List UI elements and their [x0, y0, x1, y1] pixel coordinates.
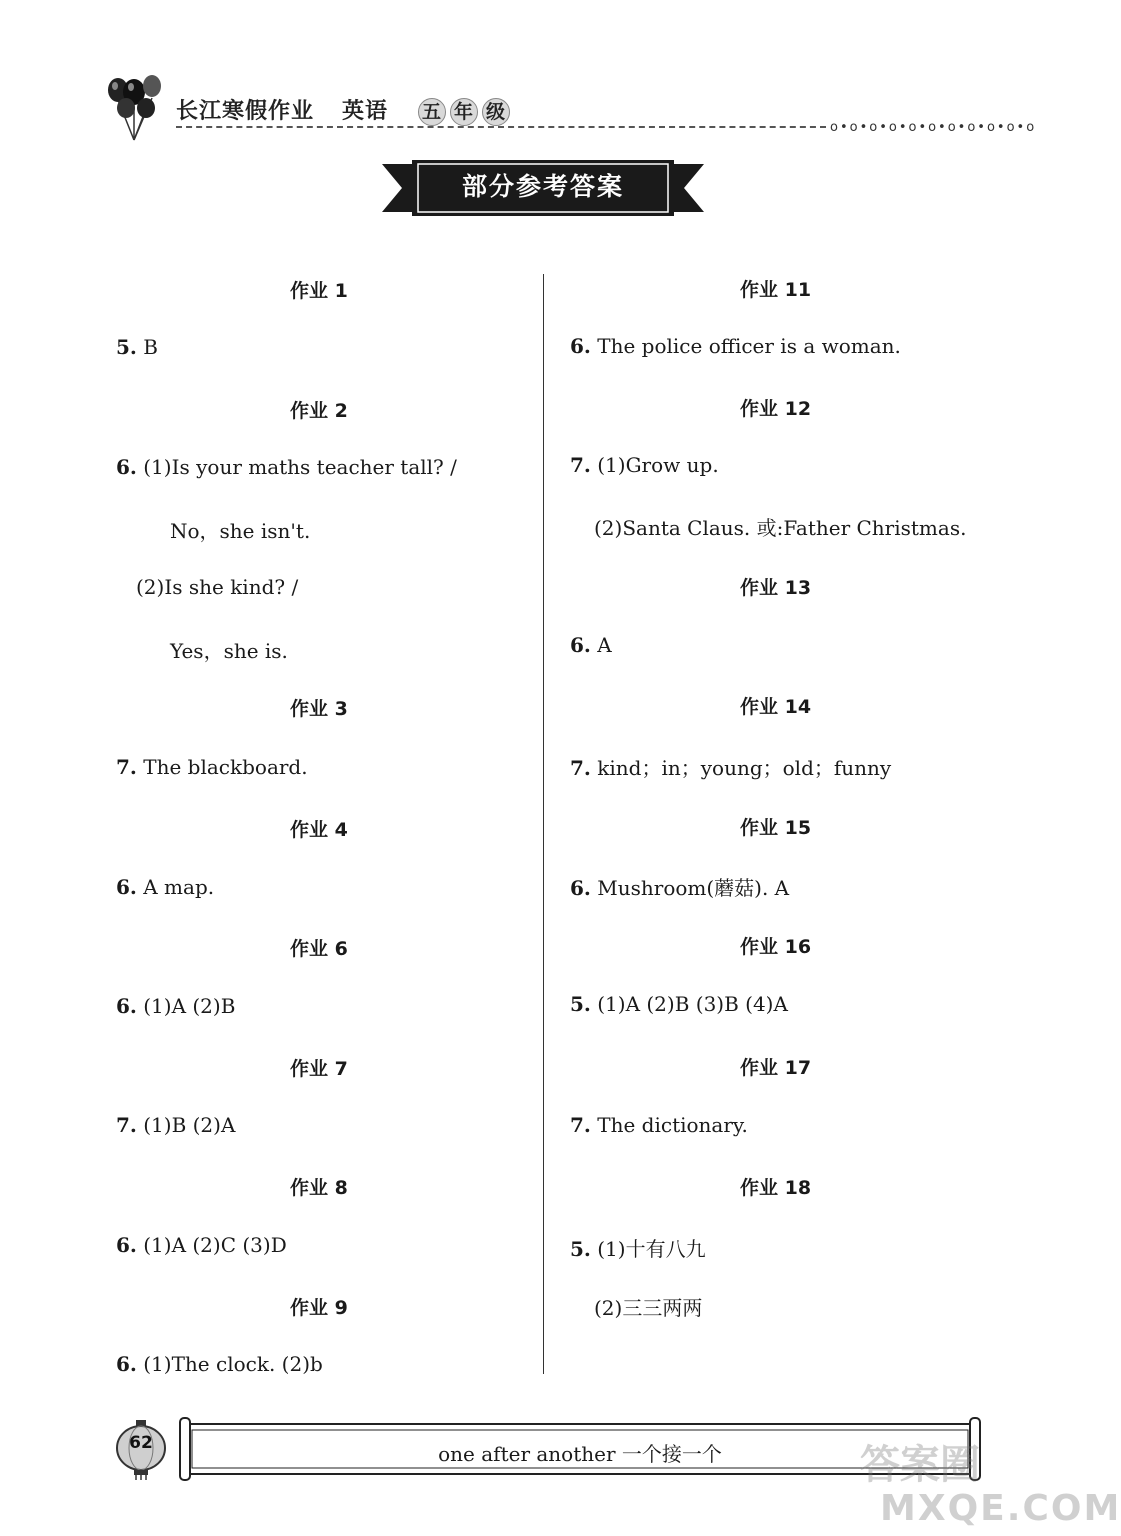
homework-heading-13: 作业 13	[740, 577, 812, 599]
header-dots: o•o•o•o•o•o•o•o•o•o•o	[830, 120, 1037, 135]
footer-phrase: one after another 一个接一个	[438, 1442, 722, 1466]
homework-heading-18: 作业 18	[740, 1177, 812, 1199]
homework-heading-3: 作业 3	[290, 698, 348, 720]
grade-label	[414, 98, 510, 126]
answer-line: 6. (1)A (2)C (3)D	[116, 1233, 287, 1257]
homework-heading-1: 作业 1	[290, 280, 348, 302]
header-dashed-rule	[176, 126, 826, 128]
answer-line: 5. B	[116, 335, 158, 359]
homework-heading-9: 作业 9	[290, 1297, 348, 1319]
banner-title: 部分参考答案	[461, 172, 624, 201]
watermark-url: MXQE.COM	[880, 1488, 1121, 1529]
answer-line: 7. kind；in；young；old；funny	[570, 756, 892, 780]
homework-heading-8: 作业 8	[290, 1177, 348, 1199]
answer-line: 6. A map.	[116, 875, 215, 899]
subject-label: 英语	[342, 99, 389, 124]
answer-line: 7. (1)B (2)A	[116, 1113, 236, 1137]
homework-heading-11: 作业 11	[740, 279, 812, 301]
answer-line: 7. The blackboard.	[116, 755, 308, 779]
answer-line: 6. Mushroom(蘑菇). A	[570, 876, 790, 900]
watermark-text: 答案圈	[860, 1442, 980, 1488]
answer-line: 6. A	[570, 633, 612, 657]
grade-char-3: 级	[482, 98, 510, 126]
answer-line: 5. (1)十有八九	[570, 1237, 706, 1261]
homework-heading-4: 作业 4	[290, 819, 348, 841]
answer-line: Yes，she is.	[170, 639, 288, 663]
homework-heading-6: 作业 6	[290, 938, 348, 960]
homework-heading-15: 作业 15	[740, 817, 812, 839]
answer-line: (2)Is she kind? /	[136, 575, 299, 599]
book-title: 长江寒假作业	[176, 99, 315, 124]
answer-line: 6. (1)The clock. (2)b	[116, 1352, 323, 1376]
answer-line: 5. (1)A (2)B (3)B (4)A	[570, 992, 788, 1016]
page-number: 62	[129, 1433, 153, 1453]
homework-heading-12: 作业 12	[740, 398, 812, 420]
homework-heading-2: 作业 2	[290, 400, 348, 422]
homework-heading-17: 作业 17	[740, 1057, 812, 1079]
answer-line: (2)Santa Claus. 或:Father Christmas.	[594, 516, 967, 540]
homework-heading-7: 作业 7	[290, 1058, 348, 1080]
answer-line: No，she isn't.	[170, 519, 311, 543]
answer-line: 6. (1)Is your maths teacher tall? /	[116, 455, 457, 479]
answer-line: 6. The police officer is a woman.	[570, 334, 901, 358]
answer-line: 7. The dictionary.	[570, 1113, 748, 1137]
grade-char-1: 五	[418, 98, 446, 126]
answer-line: (2)三三两两	[594, 1296, 703, 1320]
header-title	[176, 94, 510, 126]
answer-line: 7. (1)Grow up.	[570, 453, 719, 477]
homework-heading-14: 作业 14	[740, 696, 812, 718]
column-divider	[543, 274, 544, 1374]
balloons-icon	[104, 70, 168, 142]
homework-heading-16: 作业 16	[740, 936, 812, 958]
grade-char-2: 年	[450, 98, 478, 126]
answer-line: 6. (1)A (2)B	[116, 994, 236, 1018]
